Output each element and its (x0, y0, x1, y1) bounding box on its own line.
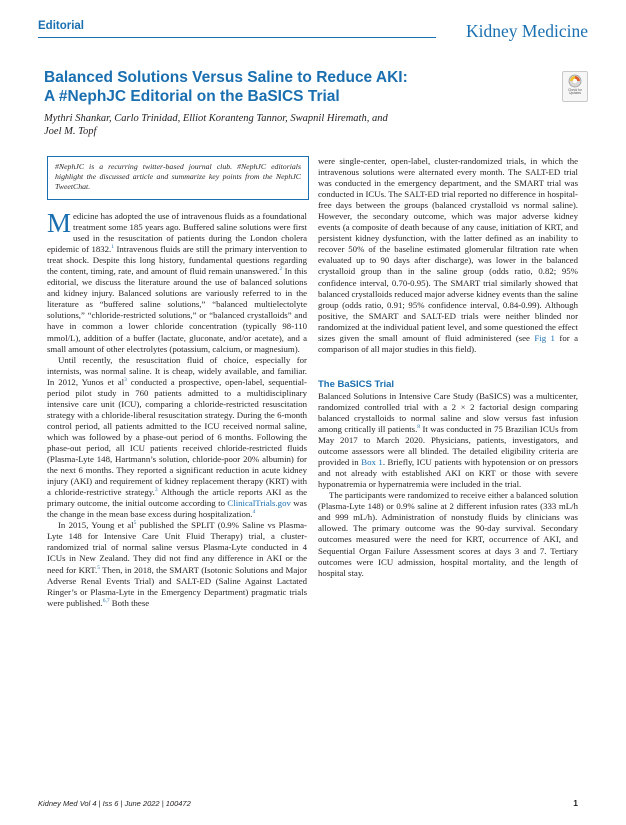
body-paragraph-5 (318, 391, 578, 490)
title-line-2: A #NephJC Editorial on the BaSICS Trial (44, 88, 340, 105)
page-number: 1 (573, 798, 578, 808)
figure-1-link[interactable]: Fig 1 (534, 332, 555, 343)
text-segment: was the change in the mean base excess during hospitalization. (47, 498, 307, 520)
text-segment: Although the article reports AKI as the primary outcome, the initial outcome according to (47, 487, 307, 509)
text-segment: Intravenous fluids are still the primary intervention to treat shock. Despite this long history, fundamental questions regarding the content, timing, rate, and amount of fluid remain unanswered. (47, 244, 307, 277)
check-updates-icon (568, 74, 582, 88)
reference-link[interactable]: 2 (279, 266, 283, 273)
body-paragraph-2 (47, 355, 307, 521)
nephjc-callout-box: #NephJC is a recurring twitter-based journal club. #NephJC editorials highlight the discussed article and summarize key points from the NephJC TweetChat. (47, 156, 309, 200)
header-rule (38, 37, 436, 38)
text-segment: Both these (109, 597, 150, 608)
text-segment: conducted a prospective, open-label, sequential-period pilot study in 760 patients admitted to a multidisciplinary intensive care unit (ICU), comparing a chloride-restricted resuscitation strategy with a chloride-liberal resuscitation strategy. During the 6-month control period, all patients admitted to the ICU received normal saline, which was followed by a phase-out period of 6 months. Following the phase-out period, all ICU patients received chloride-restricted fluids (Plasma-Lyte 148, Hartmann’s solution, chloride-poor 20% albumin) for the next 6 months. They reported a significant reduction in acute kidney injury (AKI) and requirement of kidney replacement therapy (KRT) with a chloride-restrictive strategy. (47, 376, 307, 498)
text-segment: for a comparison of all major studies in this field). (318, 332, 579, 354)
text-segment: In 2015, Young et al (58, 520, 134, 531)
body-paragraph-3 (47, 520, 307, 608)
badge-text-line-2: Updates (569, 90, 581, 95)
text-segment: Balanced Solutions in Intensive Care Study (BaSICS) was a multicenter, randomized controlled trial with a 2 × 2 factorial design comparing balanced crystalloids to normal saline and slow versus fast infusion among critically ill patients. (318, 390, 578, 434)
reference-link[interactable]: 5 (97, 564, 100, 571)
footer-citation: Kidney Med Vol 4 | Iss 6 | June 2022 | 100472 (38, 799, 191, 808)
drop-cap: M (47, 208, 72, 238)
authors-line-2: Joel M. Topf (44, 126, 97, 137)
title-line-1: Balanced Solutions Versus Saline to Reduce AKI: (44, 69, 408, 86)
badge-text (563, 89, 587, 96)
text-segment: were single-center, open-label, cluster-randomized trials, in which the intravenous solutions were alternated every month. The SALT-ED trial was conducted in the emergency department, and the SMART trial was conducted in ICUs. The SALT-ED trial reported no difference in hospital-free days between the groups (balanced crystalloid vs normal saline). However, the secondary outcome, which was major adverse kidney events (a composite of death because of any cause, initiation of KRT, and persistent kidney dysfunction, with the latter defined as an inability to recover 50% of the baseline estimated glomerular filtration rate when evaluated up to 90 days after discharge), was lower in the balanced crystalloid group than in the saline group (odds ratio, 0.82; 95% confidence interval, 0.70-0.95). The SMART trial similarly showed that balanced crystalloids reduced major adverse kidney events than the saline group (odds ratio, 0.91; 95% confidence interval, 0.84-0.99). Although positive, the SMART and SALT-ED trials were neither blinded nor randomized at the individual patient level, and some questioned the effect sizes given the small amount of fluid administered (see (318, 156, 578, 343)
reference-link[interactable]: 5 (133, 520, 137, 527)
reference-link[interactable]: 8 (417, 424, 421, 431)
journal-name[interactable]: Kidney Medicine (466, 21, 588, 41)
author-list (44, 112, 464, 138)
left-column (47, 208, 308, 609)
check-for-updates-badge[interactable] (562, 71, 588, 102)
reference-link[interactable]: 3 (124, 376, 127, 383)
text-segment: edicine has adopted the use of intravenous fluids as a foundational treatment some 185 years ago. Buffered saline solutions were first used in the resuscitation of patients during the London cholera epidemic of 1832. (47, 211, 307, 255)
reference-link[interactable]: 1 (111, 244, 114, 251)
section-spacer (318, 355, 578, 379)
authors-line-1: Mythri Shankar, Carlo Trinidad, Elliot Koranteng Tannor, Swapnil Hiremath, and (44, 113, 388, 124)
reference-link[interactable]: 4 (252, 509, 256, 516)
body-paragraph-1 (47, 208, 307, 355)
text-segment: Until recently, the resuscitation fluid of choice, especially for internists, was normal saline. It is cheap, widely available, and familiar. In 2012, Yunos et al (47, 354, 307, 387)
right-column (318, 156, 578, 579)
text-segment: . Briefly, ICU patients with hypotension or on pressors and not already with established AKI on KRT or those with severe hyponatremia or hypernatremia were included in the trial. (318, 457, 578, 490)
reference-link[interactable]: 6,7 (102, 597, 110, 604)
text-segment: Then, in 2018, the SMART (Isotonic Solutions and Major Adverse Renal Events Trial) and SALT-ED (Saline Against Lactated Ringer’s or Plasma-Lyte in the Emergency Department) pragmatic trials were published. (47, 564, 308, 608)
section-label: Editorial (38, 20, 85, 32)
text-segment: It was conducted in 75 Brazilian ICUs from May 2017 to March 2020. Physicians, patients, investigators, and outcome assessors were all blinded. The detailed eligibility criteria are provided in (318, 423, 578, 468)
badge-text-line-1: Check for (568, 87, 582, 92)
article-title (44, 68, 484, 106)
section-heading-basics: The BaSICS Trial (318, 378, 395, 390)
text-segment: published the SPLIT (0.9% Saline vs Plasma-Lyte 148 for Intensive Care Unit Fluid Therapy) trial, a cluster-randomized trial of normal saline versus Plasma-Lyte conducted in 4 ICUs in New Zealand. They did not find any difference in AKI or the need for KRT. (47, 520, 307, 575)
body-paragraph-4 (318, 156, 578, 355)
body-paragraph-6: The participants were randomized to receive either a balanced solution (Plasma-Lyte 148) or 0.9% saline at 2 different infusion rates (333 mL/h and 999 mL/h). Administration of nonstudy fluids by clinicians was allowed. The primary outcome was the 90-day survival. Secondary outcomes measured were the need for KRT, occurrence of AKI, and Sequential Organ Failure Assessment scores at days 3 and 7. Tertiary outcomes were ICU admission, hospital mortality, and the length of hospital stay. (318, 490, 578, 578)
reference-link[interactable]: 3 (154, 487, 158, 494)
box-1-link[interactable]: Box 1 (361, 457, 383, 468)
text-segment: In this editorial, we discuss the literature around the use of balanced solutions and kidney injury. Balanced solutions are variously referred to in the literature as “buffered saline solutions,” “balanced multielectolyte solutions,” “chloride-restricted solutions,” or “balanced crystalloids” and have in common a lower chloride concentration (typically 98-110 mmol/L), addition of a buffer (lactate, gluconate, and/or acetate), and a small amount of other electrolytes (potassium, calcium, or magnesium). (47, 266, 307, 354)
clinicaltrials-link[interactable]: ClinicalTrials.gov (227, 498, 291, 509)
